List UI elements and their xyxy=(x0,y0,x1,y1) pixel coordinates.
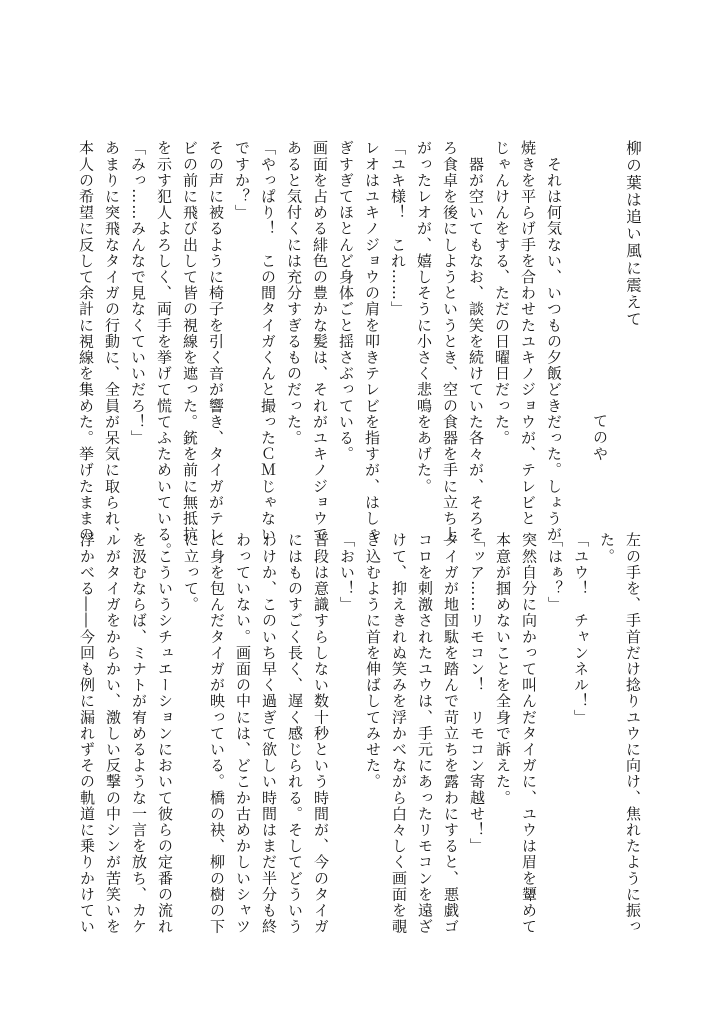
text-line: 普段は意識すらしない数十秒という時間が、今のタイガ xyxy=(312,532,330,935)
text-line: じゃんけんをする、ただの日曜日だった。 xyxy=(493,140,511,446)
text-line: を示す犯人よろしく、両手を挙げて慌てふためいている。 xyxy=(155,140,173,559)
text-line: 本人の希望に反して余計に視線を集めた。挙げたままの xyxy=(77,140,95,543)
text-line: コロを刺激されたユウは、手元にあったリモコンを遠ざ xyxy=(416,532,434,935)
text-line: タイガが地団駄を踏んで苛立ちを露わにすると、悪戯ゴ xyxy=(442,532,460,935)
text-line: ぎすぎてほとんど身体ごと揺さぶっている。 xyxy=(337,140,355,462)
text-line: ですか？」 xyxy=(233,140,251,221)
text-line: 焼きを平らげ手を合わせたユキノジョウが、テレビと xyxy=(519,140,537,527)
text-line: き込むように首を伸ばしてみせた。 xyxy=(364,532,382,790)
text-line: あると気付くには充分すぎるものだった。 xyxy=(285,140,303,446)
text-line: それは何気ない、いつもの夕飯どきだった。しょうが xyxy=(545,140,563,543)
text-line: にはものすごく長く、遅く感じられる。そしてどういう xyxy=(286,532,304,935)
text-line: 「はぁ？」 xyxy=(546,532,564,613)
author-name: てのや xyxy=(591,413,609,463)
text-line: 画面を占める緋色の豊かな髪は、それがユキノジョウで xyxy=(311,140,329,543)
text-line: 「ッア……リモコン！ リモコン寄越せ！」 xyxy=(468,532,486,854)
text-line: レオはユキノジョウの肩を叩きテレビを指すが、はしゃ xyxy=(363,140,381,543)
text-line: 器が空いてもなお、談笑を続けていた各々が、そろそ xyxy=(467,140,485,543)
text-line: ルがタイガをからかい、激しい反撃の中シンが苦笑いを xyxy=(104,532,122,935)
text-line: た。 xyxy=(598,532,616,565)
text-line: がったレオが、嬉しそうに小さく悲鳴をあげた。 xyxy=(415,140,433,495)
text-line: けて、抑えきれぬ笑みを浮かべながら白々しく画面を覗 xyxy=(390,532,408,935)
text-line: わけか、このいち早く過ぎて欲しい時間はまだ半分も終 xyxy=(260,532,278,935)
text-line: ビの前に飛び出して皆の視線を遮った。銃を前に無抵抗 xyxy=(181,140,199,543)
text-line: 「ユキ様！ これ……」 xyxy=(389,140,407,318)
text-line: 左の手を、手首だけ捻りユウに向け、焦れたように振っ xyxy=(624,532,642,935)
text-line: を汲むならば、ミナトが宥めるような一言を放ち、カケ xyxy=(130,532,148,935)
text-line: こういうシチュエーションにおいて彼らの定番の流れ xyxy=(156,532,174,935)
text-line: 突然自分に向かって叫んだタイガに、ユウは眉を顰めて xyxy=(520,532,538,935)
text-line: 「みっ……みんなで見なくていいだろ！」 xyxy=(129,140,147,446)
text-line: 「おい！」 xyxy=(338,532,356,613)
text-line: に身を包んだタイガが映っている。橋の袂、柳の樹の下 xyxy=(208,532,226,935)
text-line: 「ユウ！ チャンネル！」 xyxy=(572,532,590,726)
text-line: 本意が掴めないことを全身で訴えた。 xyxy=(494,532,512,806)
text-line: 「やっぱり！ この間タイガくんと撮ったＣＭじゃない xyxy=(259,140,277,543)
story-title: 柳の葉は追い風に震えて xyxy=(624,140,642,329)
text-line: に立って。 xyxy=(182,532,200,613)
text-line: わっていない。画面の中には、どこか古めかしいシャツ xyxy=(234,532,252,935)
text-line: ろ食卓を後にしようというとき、空の食器を手に立ち上 xyxy=(441,140,459,543)
text-line: あまりに突飛なタイガの行動に、全員が呆気に取られ、 xyxy=(103,140,121,543)
text-line: 浮かべる――今回も例に漏れずその軌道に乗りかけてい xyxy=(78,532,96,935)
text-line: その声に被るように椅子を引く音が響き、タイガがテレ xyxy=(207,140,225,543)
